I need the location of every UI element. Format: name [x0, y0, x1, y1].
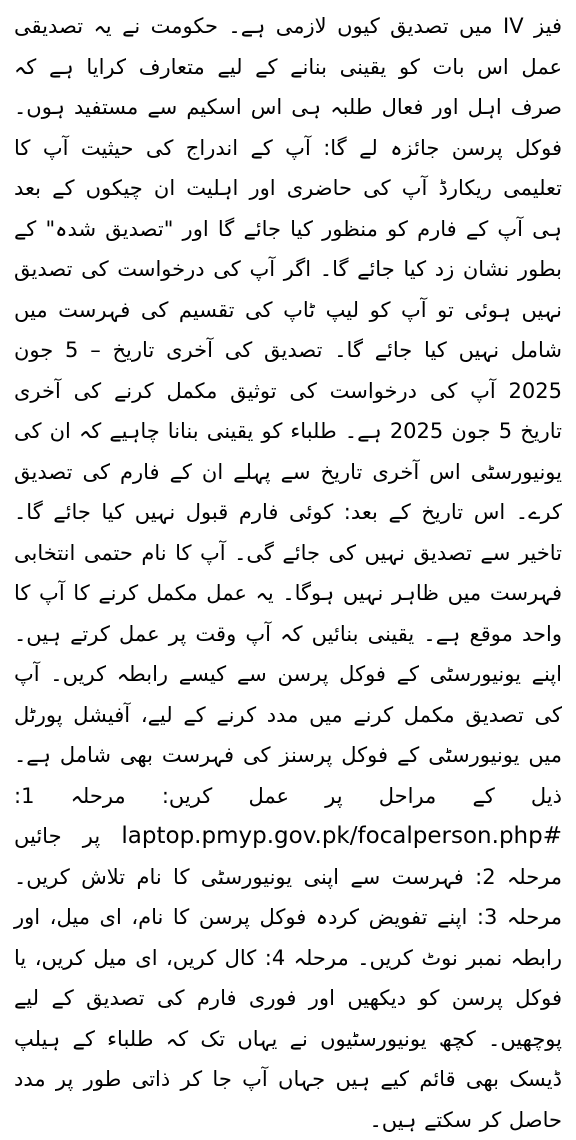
article-paragraph — [14, 6, 562, 1140]
article-text-part-2: پر جائیں مرحلہ 2: فہرست سے اپنی یونیورسٹی کا نام تلاش کریں۔ مرحلہ 3: اپنے تفویض کردہ فوکل پرسن کا نام، ای میل، اور رابطہ نمبر نوٹ کریں۔ مرحلہ 4: کال کریں، ای میل کریں، یا فوکل پرسن کو دیکھیں اور فوری فارم کی تصدیق کے لیے پوچھیں۔ کچھ یونیورسٹیوں نے یہاں تک کہ طلباء کے ہیلپ ڈیسک بھی قائم کیے ہیں جہاں آپ جا کر ذاتی طور پر مدد حاصل کر سکتے ہیں۔ — [14, 824, 563, 1132]
focal-person-url: laptop.pmyp.gov.pk/focalperson.php# — [121, 823, 562, 849]
article-text-part-1: فیز IV میں تصدیق کیوں لازمی ہے۔ حکومت نے یہ تصدیقی عمل اس بات کو یقینی بنانے کے لیے متعارف کرایا ہے کہ صرف اہل اور فعال طلبہ ہی اس اسکیم سے مستفید ہوں۔ فوکل پرسن جائزہ لے گا: آپ کے اندراج کی حیثیت آپ کا تعلیمی ریکارڈ آپ کی حاضری اور اہلیت ان چیکوں کے بعد ہی آپ کے فارم کو منظور کیا جائے گا اور "تصدیق شدہ" کے بطور نشان زد کیا جائے گا۔ اگر آپ کی درخواست کی تصدیق نہیں ہوئی تو آپ کو لیپ ٹاپ کی تقسیم کی فہرست میں شامل نہیں کیا جائے گا۔ تصدیق کی آخری تاریخ – 5 جون 2025 آپ کی درخواست کی توثیق مکمل کرنے کی آخری تاریخ 5 جون 2025 ہے۔ طلباء کو یقینی بنانا چاہیے کہ ان کی یونیورسٹی اس آخری تاریخ سے پہلے ان کے فارم کی تصدیق کرے۔ اس تاریخ کے بعد: کوئی فارم قبول نہیں کیا جائے گا۔ تاخیر سے تصدیق نہیں کی جائے گی۔ آپ کا نام حتمی انتخابی فہرست میں ظاہر نہیں ہوگا۔ یہ عمل مکمل کرنے کا آپ کا واحد موقع ہے۔ یقینی بنائیں کہ آپ وقت پر عمل کرتے ہیں۔ اپنے یونیورسٹی کے فوکل پرسن سے کیسے رابطہ کریں۔ آپ کی تصدیق مکمل کرنے میں مدد کرنے کے لیے، آفیشل پورٹل میں یونیورسٹی کے فوکل پرسنز کی فہرست بھی شامل ہے۔ ذیل کے مراحل پر عمل کریں: مرحلہ 1: — [14, 14, 562, 808]
